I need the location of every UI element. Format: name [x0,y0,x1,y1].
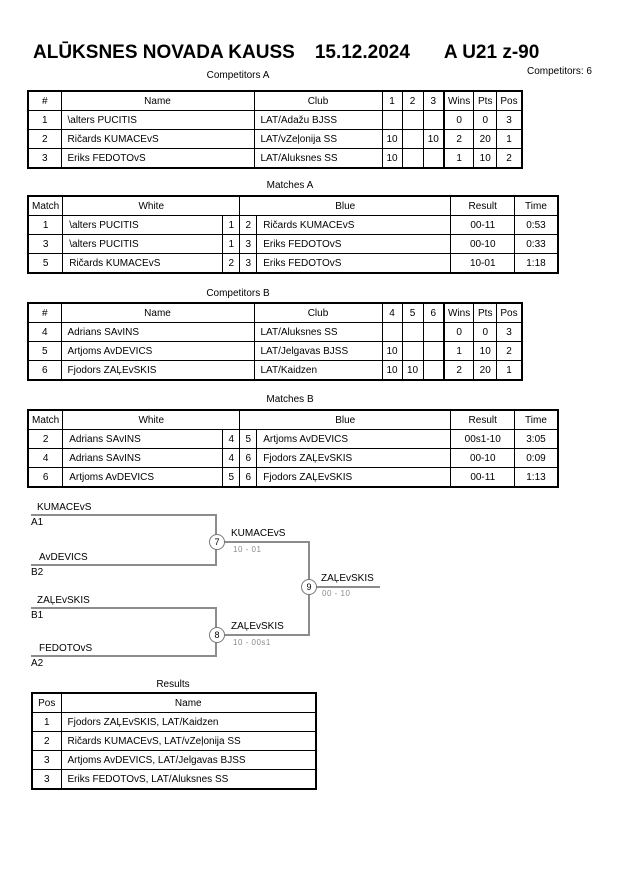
section-label-competitors-b: Competitors B [206,288,270,299]
match-node: 7 [209,534,225,550]
table-cell: 4 [382,303,402,323]
match-node: 9 [301,579,317,595]
table-cell: 2 [223,254,240,274]
table-cell: LAT/Adažu BJSS [254,111,382,130]
table-cell: Ričards KUMACEvS [61,130,254,149]
table-header-row [28,91,522,111]
table-cell: 1 [28,216,63,235]
table-cell: Fjodors ZAĻEvSKIS, LAT/Kaidzen [61,713,316,732]
table-cell: 10 [474,149,497,169]
table-cell: 10 [382,149,402,169]
table-cell: 2 [28,430,63,449]
table-header-row [28,410,558,430]
table-cell: 6 [28,468,63,488]
table-row [28,235,558,254]
table-cell: \alters PUCITIS [63,235,223,254]
competitors-a-table [27,90,523,169]
bracket-seed: B2 [31,567,44,578]
table-cell: Ričards KUMACEvS [257,216,451,235]
table-cell: 1 [28,111,61,130]
table-cell: Match [28,410,63,430]
table-cell: 10 [382,130,402,149]
table-cell: Fjodors ZAĻEvSKIS [257,449,451,468]
table-cell: Club [254,303,382,323]
results-table [31,692,317,790]
table-cell: Eriks FEDOTOvS [257,235,451,254]
table-cell: Artjoms AvDEVICS [257,430,451,449]
table-cell: 5 [402,303,423,323]
table-cell: 2 [497,342,522,361]
section-label-matches-b: Matches B [266,394,314,405]
section-label-results: Results [156,679,190,690]
table-cell: 1:13 [515,468,558,488]
table-cell: 3 [32,751,61,770]
table-cell: 1 [444,149,474,169]
bracket-seed: A1 [31,517,44,528]
table-cell: Fjodors ZAĻEvSKIS [257,468,451,488]
table-cell: \alters PUCITIS [63,216,223,235]
bracket-line [31,514,217,516]
table-cell: 3 [497,323,522,342]
table-cell: Name [61,693,316,713]
table-row [32,713,316,732]
table-cell: 2 [28,130,61,149]
table-cell: 10 [423,130,444,149]
table-cell: 0 [474,111,497,130]
table-cell: Ričards KUMACEvS, LAT/vZeļonija SS [61,732,316,751]
table-row [28,149,522,169]
table-cell: Blue [240,410,451,430]
bracket-winner-name: ZAĻEvSKIS [321,573,374,584]
table-cell: Pts [474,303,497,323]
table-cell: 10 [382,342,402,361]
table-cell: Pts [474,91,497,111]
table-cell: 00-11 [451,468,515,488]
table-cell: 4 [28,323,61,342]
table-row [28,130,522,149]
table-row [28,430,558,449]
page-title [33,42,539,64]
table-cell: 2 [32,732,61,751]
table-cell: 0:53 [515,216,558,235]
bracket-match-score: 10 - 01 [233,545,262,554]
table-cell: 6 [423,303,444,323]
table-cell: 6 [240,449,257,468]
table-cell: Wins [444,91,474,111]
table-cell: Time [515,196,558,216]
bracket-entry-name: FEDOTOvS [39,643,93,654]
table-row [32,770,316,790]
table-cell: # [28,91,61,111]
table-cell: LAT/Kaidzen [254,361,382,381]
table-row [28,254,558,274]
table-cell [402,111,423,130]
table-cell: 2 [497,149,522,169]
table-cell: 6 [28,361,61,381]
table-cell: Eriks FEDOTOvS [61,149,254,169]
table-cell [402,342,423,361]
table-cell: 10-01 [451,254,515,274]
table-cell: 5 [223,468,240,488]
table-row [28,468,558,488]
table-cell: 2 [444,361,474,381]
table-cell: Adrians SAvINS [63,430,223,449]
table-cell: Result [451,410,515,430]
bracket-match-score: 00 - 10 [322,589,351,598]
section-label-matches-a: Matches A [266,180,314,191]
table-cell [423,111,444,130]
bracket-line [31,607,217,609]
bracket-entry-name: AvDEVICS [39,552,88,563]
tournament-name: ALŪKSNES NOVADA KAUSS [33,42,295,63]
table-cell: 10 [402,361,423,381]
table-cell: 0 [444,111,474,130]
table-cell: Match [28,196,63,216]
table-row [32,732,316,751]
matches-b-table [27,409,559,488]
bracket-entry-name: ZAĻEvSKIS [37,595,90,606]
table-cell: 3 [28,235,63,254]
table-header-row [32,693,316,713]
tournament-category: A U21 z-90 [443,42,540,63]
table-cell: Fjodors ZAĻEvSKIS [61,361,254,381]
table-cell: Eriks FEDOTOvS, LAT/Aluksnes SS [61,770,316,790]
table-cell: Result [451,196,515,216]
table-cell: Eriks FEDOTOvS [257,254,451,274]
table-cell: 3 [423,91,444,111]
table-cell: LAT/vZeļonija SS [254,130,382,149]
bracket-line [310,586,380,588]
table-cell: 1 [497,361,522,381]
table-cell: 0:33 [515,235,558,254]
table-cell: 00-11 [451,216,515,235]
table-cell: White [63,196,240,216]
table-cell: Artjoms AvDEVICS [63,468,223,488]
table-cell: 5 [28,254,63,274]
table-cell: 0 [474,323,497,342]
table-row [28,361,522,381]
table-cell: # [28,303,61,323]
competitors-b-table [27,302,523,381]
table-cell: 1:18 [515,254,558,274]
bracket-entry-name: KUMACEvS [37,502,92,513]
table-cell: 1 [32,713,61,732]
table-cell: 4 [223,449,240,468]
bracket-line [217,541,310,543]
table-cell [423,361,444,381]
table-cell: 1 [444,342,474,361]
table-row [28,342,522,361]
table-header-row [28,196,558,216]
table-cell [382,111,402,130]
table-cell: Time [515,410,558,430]
table-row [28,111,522,130]
table-cell: 0 [444,323,474,342]
table-cell: Club [254,91,382,111]
table-cell: 1 [497,130,522,149]
match-node: 8 [209,627,225,643]
table-cell: LAT/Jelgavas BJSS [254,342,382,361]
matches-a-table [27,195,559,274]
table-cell: Name [61,303,254,323]
table-cell [423,323,444,342]
table-cell: 3 [497,111,522,130]
table-cell: Pos [497,91,522,111]
table-cell: Adrians SAvINS [63,449,223,468]
bracket-seed: B1 [31,610,44,621]
table-row [28,216,558,235]
bracket-line [31,655,217,657]
table-cell: 00-10 [451,235,515,254]
table-cell: 3 [240,235,257,254]
table-cell: Adrians SAvINS [61,323,254,342]
competitors-count: Competitors: 6 [526,66,592,77]
table-cell: 00s1-10 [451,430,515,449]
table-cell: White [63,410,240,430]
table-cell: Pos [32,693,61,713]
table-cell [402,323,423,342]
table-cell: Ričards KUMACEvS [63,254,223,274]
table-cell [402,149,423,169]
table-cell: Artjoms AvDEVICS, LAT/Jelgavas BJSS [61,751,316,770]
table-cell: 4 [223,430,240,449]
table-cell: Wins [444,303,474,323]
table-cell: 5 [240,430,257,449]
table-cell: 3 [32,770,61,790]
table-cell: Pos [497,303,522,323]
bracket-winner-name: ZAĻEvSKIS [231,621,284,632]
table-cell: 2 [240,216,257,235]
table-cell: LAT/Aluksnes SS [254,323,382,342]
table-cell: 20 [474,130,497,149]
table-cell: 3 [28,149,61,169]
table-cell: Name [61,91,254,111]
table-cell: 00-10 [451,449,515,468]
table-cell: \alters PUCITIS [61,111,254,130]
section-label-competitors-a: Competitors A [206,70,270,81]
bracket-seed: A2 [31,658,44,669]
table-cell: Artjoms AvDEVICS [61,342,254,361]
table-cell: 2 [444,130,474,149]
table-cell: 5 [28,342,61,361]
table-row [32,751,316,770]
tournament-date: 15.12.2024 [314,42,410,63]
table-cell: 0:09 [515,449,558,468]
table-row [28,449,558,468]
table-cell: LAT/Aluksnes SS [254,149,382,169]
table-cell: 20 [474,361,497,381]
table-cell: 2 [402,91,423,111]
bracket-line [217,634,310,636]
table-cell: 6 [240,468,257,488]
table-header-row [28,303,522,323]
table-cell: 3 [240,254,257,274]
table-row [28,323,522,342]
table-cell: 1 [382,91,402,111]
bracket-line [31,564,217,566]
table-cell [423,149,444,169]
table-cell: 4 [28,449,63,468]
table-cell: 3:05 [515,430,558,449]
table-cell [382,323,402,342]
table-cell: Blue [240,196,451,216]
bracket-winner-name: KUMACEvS [231,528,286,539]
table-cell: 1 [223,216,240,235]
bracket-match-score: 10 - 00s1 [233,638,271,647]
table-cell [402,130,423,149]
table-cell: 1 [223,235,240,254]
table-cell: 10 [474,342,497,361]
table-cell [423,342,444,361]
table-cell: 10 [382,361,402,381]
